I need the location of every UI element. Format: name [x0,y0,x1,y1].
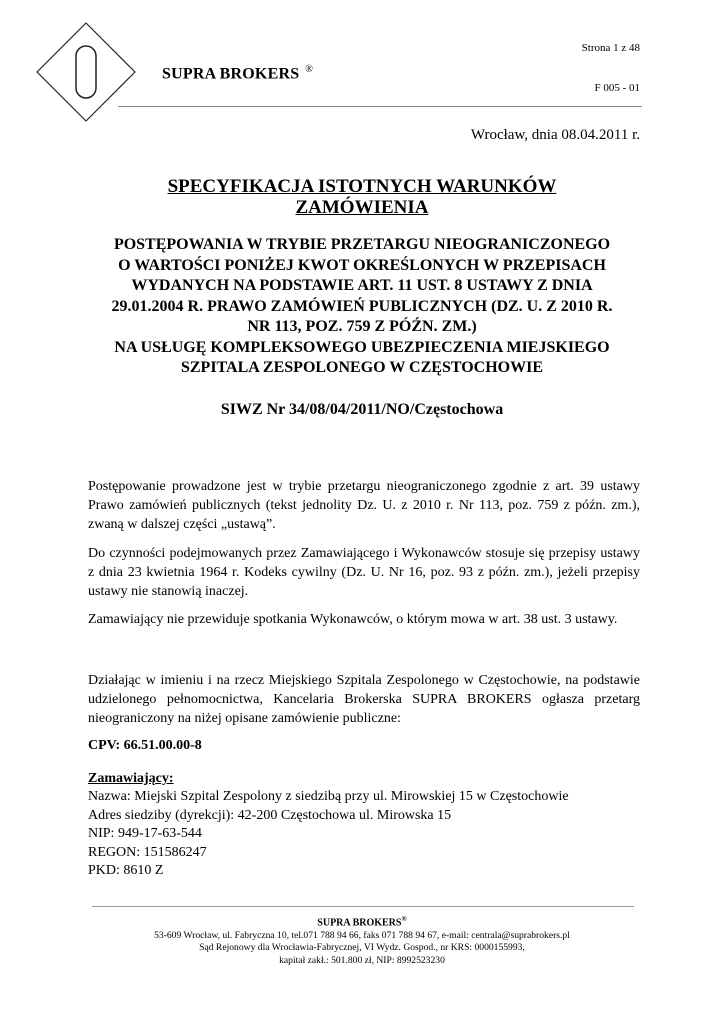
zamawiajacy-line: NIP: 949-17-63-544 [88,826,202,842]
subtitle-line: NA USŁUGĘ KOMPLEKSOWEGO UBEZPIECZENIA MIEJSKIEGO [114,338,610,356]
registered-mark: ® [305,64,314,75]
supra-brokers-logo [34,20,138,124]
footer-registered-mark: ® [401,915,407,923]
title-line: SPECYFIKACJA ISTOTNYCH WARUNKÓW [167,176,557,197]
cpv-code: CPV: 66.51.00.00-8 [88,738,202,753]
subtitle-line: WYDANYCH NA PODSTAWIE ART. 11 UST. 8 USTAWY Z DNIA [131,277,593,294]
zamawiajacy-heading: Zamawiający: [88,771,174,786]
siwz-number: SIWZ Nr 34/08/04/2011/NO/Częstochowa [220,401,504,418]
paragraph: Działając w imieniu i na rzecz Miejskiego Szpitala Zespolonego w Częstochowie, na podstawie udzielonego pełnomocnictwa, Kancelaria Brokerska SUPRA BROKERS ogłasza przetarg nieograniczony na niżej opisane zamówienie publiczne: [88,673,640,726]
subtitle-line: POSTĘPOWANIA W TRYBIE PRZETARGU NIEOGRANICZONEGO [113,236,611,253]
title-line: ZAMÓWIENIA [295,197,429,218]
zamawiajacy-line: REGON: 151586247 [88,844,207,860]
header-divider [118,106,642,107]
footer [84,913,640,967]
form-number: F 005 - 01 [594,82,640,94]
document-subtitle [84,235,640,379]
footer-line: Sąd Rejonowy dla Wrocławia-Fabrycznej, VI Wydz. Gospod., nr KRS: 0000155993, [199,942,525,954]
paragraph: Postępowanie prowadzone jest w trybie przetargu nieograniczonego zgodnie z art. 39 ustawy Prawo zamówień publicznych (tekst jednolity Dz. U. z 2010 r. Nr 113, poz. 759 z późn. zm.), zwaną w dalszej części „ustawą”. [88,479,640,532]
page-number: Strona 1 z 48 [581,42,640,54]
footer-line: kapitał zakł.: 501.800 zł, NIP: 8992523230 [279,954,445,966]
footer-line: 53-609 Wrocław, ul. Fabryczna 10, tel.071 788 94 66, faks 071 788 94 67, e-mail: centrala@suprabrokers.pl [154,929,570,941]
footer-brand: SUPRA BROKERS® [317,915,407,929]
zamawiajacy-section [88,770,569,880]
subtitle-line: O WARTOŚCI PONIŻEJ KWOT OKREŚLONYCH W PRZEPISACH [118,256,606,274]
subtitle-line: NR 113, POZ. 759 Z PÓŹN. ZM.) [247,318,477,335]
zamawiajacy-line: Nazwa: Miejski Szpital Zespolony z siedzibą przy ul. Mirowskiej 15 w Częstochowie [88,789,569,805]
subtitle-line: 29.01.2004 R. PRAWO ZAMÓWIEŃ PUBLICZNYCH (DZ. U. Z 2010 R. [111,297,613,315]
brand-name: SUPRA BROKERS ® [162,64,314,83]
zamawiajacy-line: Adres siedziby (dyrekcji): 42-200 Częstochowa ul. Mirowska 15 [88,807,452,823]
paragraph: Do czynności podejmowanych przez Zamawiającego i Wykonawców stosuje się przepisy ustawy z dnia 23 kwietnia 1964 r. Kodeks cywilny (Dz. U. Nr 16, poz. 93 z późn. zm.), jeżeli przepisy ustawy nie stanowią inaczej. [88,546,640,599]
document-title [84,176,640,218]
date-line: Wrocław, dnia 08.04.2011 r. [470,127,640,143]
paragraph: Zamawiający nie przewiduje spotkania Wykonawców, o którym mowa w art. 38 ust. 3 ustawy. [88,612,618,627]
footer-divider [92,906,634,907]
zamawiajacy-line: PKD: 8610 Z [88,863,164,879]
subtitle-line: SZPITALA ZESPOLONEGO W CZĘSTOCHOWIE [180,359,544,376]
